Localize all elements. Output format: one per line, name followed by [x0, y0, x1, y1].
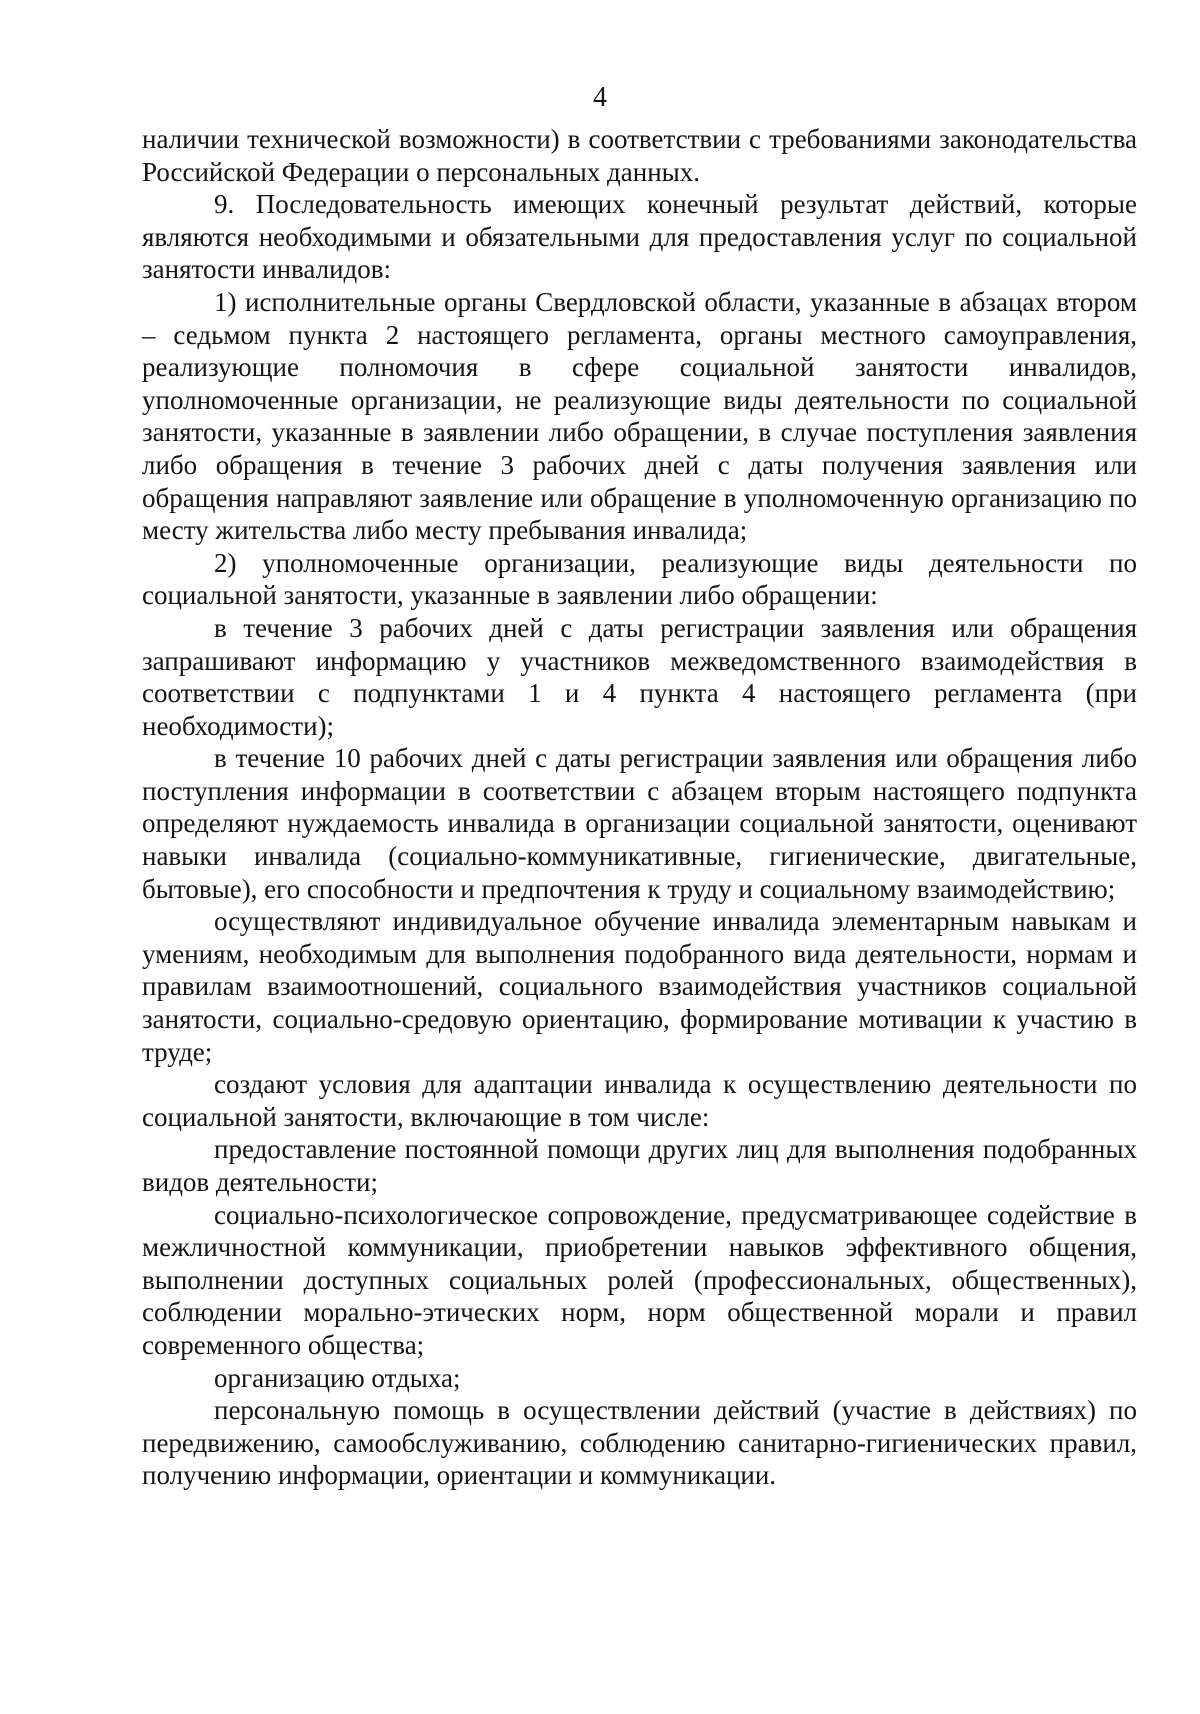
paragraph-constant-assistance: предоставление постоянной помощи других лиц для выполнения подобранных видов деятельности; [142, 1134, 1137, 1197]
paragraph-leisure: организацию отдыха; [214, 1362, 461, 1393]
paragraph-psychological-support: социально-психологическое сопровождение, предусматривающее содействие в межличностной коммуникации, приобретении навыков эффективного общения, выполнении доступных социальных ролей (профессиональных, общественных), соблюдении морально-этических норм, норм общественной морали и правил современного общества; [142, 1199, 1137, 1360]
paragraph-personal-assistance: персональную помощь в осуществлении действий (участие в действиях) по передвижению, самообслуживанию, соблюдению санитарно-гигиенических правил, получению информации, ориентации и коммуникации. [142, 1395, 1137, 1491]
paragraph-create-conditions: создают условия для адаптации инвалида к осуществлению деятельности по социальной занятости, включающие в том числе: [142, 1069, 1137, 1132]
paragraph-request-information: в течение 3 рабочих дней с даты регистрации заявления или обращения запрашивают информацию у участников межведомственного взаимодействия в соответствии с подпунктами 1 и 4 пункта 4 настоящего регламента (при необходимости); [142, 612, 1137, 741]
paragraph-subitem-1: 1) исполнительные органы Свердловской области, указанные в абзацах втором – седьмом пункта 2 настоящего регламента, органы местного самоуправления, реализующие полномочия в сфере социальной занятости инвалидов, уполномоченные организации, не реализующие виды деятельности по социальной занятости, указанные в заявлении либо обращении, в случае поступления заявления либо обращения в течение 3 рабочих дней с даты получения заявления или обращения направляют заявление или обращение в уполномоченную организацию по месту жительства либо месту пребывания инвалида; [142, 286, 1137, 546]
document-body [142, 123, 1137, 1492]
page-number: 4 [593, 82, 607, 113]
paragraph-individual-training: осуществляют индивидуальное обучение инвалида элементарным навыкам и умениям, необходимым для выполнения подобранного вида деятельности, нормам и правилам взаимоотношений, социального взаимодействия участников социальной занятости, социально-средовую ориентацию, формирование мотивации к участию в труде; [142, 906, 1137, 1067]
paragraph-continuation: наличии технической возможности) в соответствии с требованиями законодательства Российской Федерации о персональных данных. [142, 124, 1137, 187]
paragraph-assess-needs: в течение 10 рабочих дней с даты регистрации заявления или обращения либо поступления информации в соответствии с абзацем вторым настоящего подпункта определяют нуждаемость инвалида в организации социальной занятости, оценивают навыки инвалида (социально-коммуникативные, гигиенические, двигательные, бытовые), его способности и предпочтения к труду и социальному взаимодействию; [142, 743, 1137, 904]
paragraph-subitem-2: 2) уполномоченные организации, реализующие виды деятельности по социальной занятости, указанные в заявлении либо обращении: [142, 547, 1137, 611]
paragraph-item-9: 9. Последовательность имеющих конечный результат действий, которые являются необходимыми и обязательными для предоставления услуг по социальной занятости инвалидов: [142, 189, 1137, 285]
